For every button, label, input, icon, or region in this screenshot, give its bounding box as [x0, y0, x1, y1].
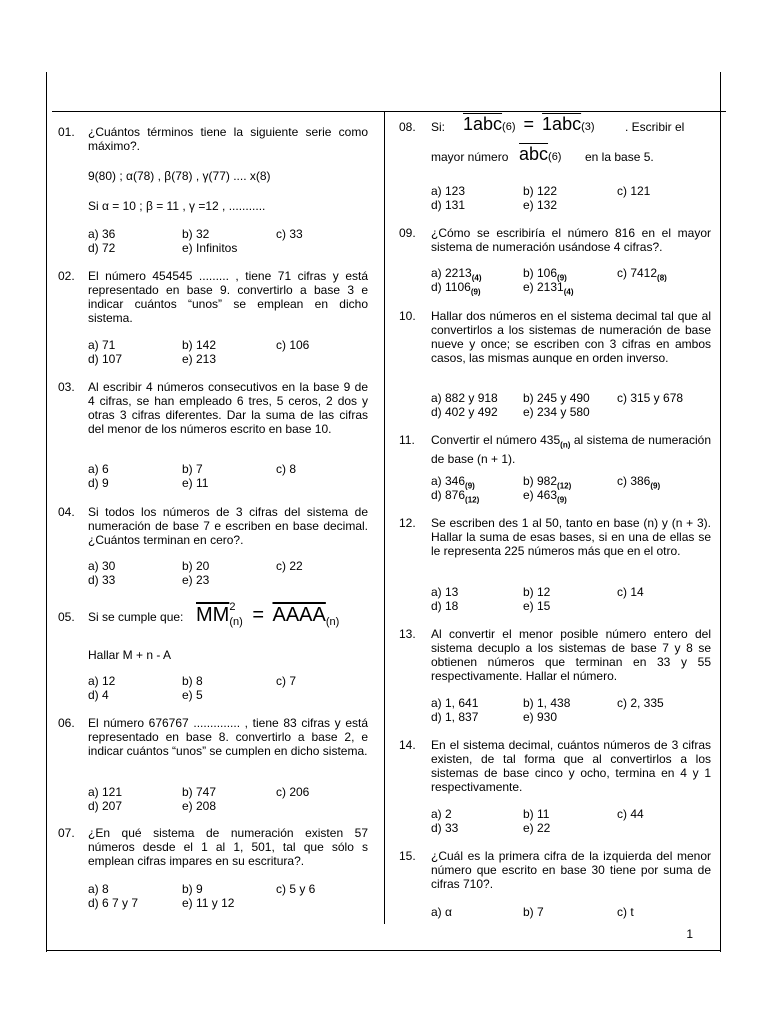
question-text: Al convertir el menor posible número entero del sistema decuplo a los sistemas de base 7 y 8 se obtienen números que terminan en 33 y 55 respectivamente. Hallar el número.	[431, 627, 711, 683]
eq-left: 1abc	[463, 114, 503, 134]
question-text: ¿Cuántos términos tiene la siguiente serie como máximo?.	[88, 125, 368, 153]
question-number: 15.	[399, 849, 416, 863]
option-d-text: d) 1106	[431, 280, 471, 294]
eq-equals: =	[252, 604, 265, 626]
line2-end: en la base 5.	[585, 150, 654, 164]
option-a-base: (9)	[465, 481, 475, 491]
question-text-base: (n)	[560, 440, 571, 450]
option-b-base: (12)	[557, 481, 572, 491]
option-e	[523, 280, 573, 299]
top-rule	[52, 111, 726, 112]
series-text: 9(80) ; α(78) , β(78) , γ(77) .... x(8)	[88, 169, 271, 183]
option-d: d) 207	[88, 799, 123, 813]
option-e: e) 930	[523, 710, 558, 724]
option-e: e) 22	[523, 821, 551, 835]
option-c-base: (8)	[657, 273, 667, 283]
option-b: b) 7	[182, 462, 203, 476]
option-c: c) t	[617, 905, 634, 919]
option-c: c) 2, 335	[617, 696, 664, 710]
option-c	[617, 474, 660, 493]
option-c	[617, 266, 667, 285]
option-d-base: (9)	[470, 287, 481, 297]
option-c: c) 8	[276, 462, 297, 476]
question-number: 12.	[399, 516, 416, 530]
option-b-text: b) 106	[523, 266, 558, 280]
eq-right-base: (n)	[325, 616, 340, 628]
option-c: c) 14	[617, 585, 644, 599]
option-b: b) 245 y 490	[523, 391, 590, 405]
option-a: a) 882 y 918	[431, 391, 498, 405]
question-text: El número 454545 ......... , tiene 71 cifras y está representado en base 9. convertirlo a base 3 e indicar cuántos “unos” se emplean en dicho sistema.	[88, 269, 368, 325]
option-d: d) 402 y 492	[431, 405, 498, 419]
option-e-text: e) 2131	[523, 280, 564, 294]
option-c: c) 206	[276, 785, 310, 799]
eq-base: (n)	[229, 616, 243, 628]
question-text	[431, 433, 711, 466]
left-border	[46, 72, 47, 952]
option-a: a) 30	[88, 559, 116, 573]
option-c: c) 22	[276, 559, 303, 573]
bottom-rule	[46, 950, 721, 951]
option-e-text: e) 463	[523, 488, 558, 502]
option-e: e) 213	[182, 352, 217, 366]
column-divider	[384, 112, 385, 924]
option-a-text: a) 2213	[431, 266, 472, 280]
option-d: d) 1, 837	[431, 710, 479, 724]
option-e: e) 11	[182, 476, 209, 490]
option-e: e) 11 y 12	[182, 896, 235, 910]
option-b: b) 32	[182, 227, 210, 241]
option-e: e) 23	[182, 573, 210, 587]
option-d: d) 18	[431, 599, 459, 613]
question-number: 02.	[58, 269, 75, 283]
option-c: c) 121	[617, 184, 651, 198]
option-a: a) 71	[88, 338, 116, 352]
question-text-part1: Convertir el número 435	[431, 433, 561, 447]
question-text: El número 676767 .............. , tiene 83 cifras y está representado en base 8. convertirlo a base 2, e indicar cuántos “unos” se cumplen en dicho sistema.	[88, 716, 368, 758]
option-d	[431, 488, 479, 507]
option-b: b) 7	[523, 905, 544, 919]
option-a: a) 13	[431, 585, 459, 599]
option-b: b) 9	[182, 882, 203, 896]
question-number: 01.	[58, 125, 75, 139]
option-a: a) 2	[431, 807, 452, 821]
question-number: 10.	[399, 309, 416, 323]
option-a: a) 12	[88, 674, 116, 688]
option-e: e) 234 y 580	[523, 405, 590, 419]
option-b: b) 8	[182, 674, 203, 688]
eq3-base: (6)	[548, 151, 562, 163]
question-text: En el sistema decimal, cuántos números de 3 cifras existen, de tal forma que al convertirlos a los sistemas de base cinco y ocho, termina en 4 y 1 respectivamente.	[431, 738, 711, 794]
option-c: c) 315 y 678	[617, 391, 684, 405]
option-d: d) 72	[88, 241, 116, 255]
option-c-text: c) 386	[617, 474, 651, 488]
option-b-text: b) 982	[523, 474, 558, 488]
eq-left-base: (6)	[502, 121, 516, 133]
question-number: 11.	[399, 433, 415, 447]
question-text: Se escriben des 1 al 50, tanto en base (n) y (n + 3). Hallar la suma de esas bases, si en una de ellas se le representa 225 números más que en el otro.	[431, 516, 711, 558]
option-b-base: (9)	[557, 273, 567, 283]
eq-right: AAAA	[272, 604, 326, 626]
option-a: a) 36	[88, 227, 116, 241]
option-b: b) 122	[523, 184, 558, 198]
option-a-text: a) 346	[431, 474, 466, 488]
eq-equals: =	[523, 114, 535, 134]
question-text: ¿Cuál es la primera cifra de la izquierda del menor número que escrito en base 30 tiene por suma de cifras 710?.	[431, 849, 711, 891]
equation	[196, 601, 340, 629]
option-b: b) 747	[182, 785, 217, 799]
question-number: 07.	[58, 826, 75, 840]
option-d: d) 33	[431, 821, 459, 835]
option-c-base: (9)	[650, 481, 661, 491]
option-d: d) 131	[431, 198, 466, 212]
equation	[463, 114, 595, 137]
option-e: e) 208	[182, 799, 217, 813]
question-number: 05.	[58, 610, 75, 624]
option-a: a) 8	[88, 882, 109, 896]
option-e: e) 15	[523, 599, 551, 613]
option-e-base: (9)	[557, 495, 567, 505]
option-d: d) 9	[88, 476, 109, 490]
question-number: 03.	[58, 380, 75, 394]
question-text-part2: al sistema de numeración de base (n + 1).	[431, 433, 711, 467]
question-number: 14.	[399, 738, 416, 752]
option-b: b) 1, 438	[523, 696, 571, 710]
option-c: c) 44	[617, 807, 644, 821]
option-a-base: (4)	[471, 273, 482, 283]
option-d: d) 6 7 y 7	[88, 896, 139, 910]
option-c: c) 7	[276, 674, 297, 688]
option-a: a) 6	[88, 462, 109, 476]
option-c: c) 33	[276, 227, 303, 241]
question-number: 04.	[58, 505, 75, 519]
option-e-base: (4)	[563, 287, 574, 297]
option-e: e) 132	[523, 198, 558, 212]
question-number: 06.	[58, 716, 75, 730]
question-number: 13.	[399, 627, 416, 641]
after-text: . Escribir el	[625, 120, 685, 134]
question-number: 08.	[399, 120, 416, 134]
option-a: a) 123	[431, 184, 466, 198]
option-b: b) 142	[182, 338, 217, 352]
page-number: 1	[686, 927, 693, 941]
question-text: Hallar dos números en el sistema decimal tal que al convertirlos a los sistemas de numeración de base nueve y once; se escriben con 3 cifras en ambos casos, las mismas aunque en orden inverso.	[431, 309, 711, 365]
line2-start: mayor número	[431, 150, 509, 164]
option-d	[431, 280, 481, 299]
eq-right: 1abc	[542, 114, 582, 134]
option-a: a) 1, 641	[431, 696, 479, 710]
question-text: Si todos los números de 3 cifras del sistema de numeración de base 7 e escriben en base decimal. ¿Cuántos terminan en cero?.	[88, 505, 368, 547]
option-a: a) 121	[88, 785, 123, 799]
eq-left: $\overline{MM}$	[196, 604, 230, 626]
question-text: Si se cumple que:	[88, 610, 184, 624]
option-d: d) 4	[88, 688, 109, 702]
question-text: Al escribir 4 números consecutivos en la base 9 de 4 cifras, se han empleado 6 tres, 5 ceros, 2 dos y otras 3 cifras diferentes. Dar la suma de las cifras del menor de los números escrito en base 10.	[88, 380, 368, 436]
option-d: d) 107	[88, 352, 123, 366]
option-d-text: d) 876	[431, 488, 466, 502]
option-b: b) 11	[523, 807, 550, 821]
option-d: d) 33	[88, 573, 116, 587]
option-b: b) 12	[523, 585, 551, 599]
question-number: 09.	[399, 226, 416, 240]
question-text: ¿Cómo se escribiría el número 816 en el mayor sistema de numeración usándose 4 cifras?.	[431, 226, 711, 254]
option-c: c) 5 y 6	[276, 882, 316, 896]
eq3: $\overline{abc}$	[519, 144, 549, 164]
eq-exponent: 2	[229, 601, 236, 613]
option-e: e) Infinitos	[182, 241, 238, 255]
eq-right-base: (3)	[581, 121, 595, 133]
option-d-base: (12)	[465, 495, 480, 505]
ask-text: Hallar M + n - A	[88, 648, 172, 662]
option-c: c) 106	[276, 338, 310, 352]
option-e	[523, 488, 567, 507]
si-label: Si:	[431, 120, 446, 134]
question-text: ¿En qué sistema de numeración existen 57 números desde el 1 al 1, 501, tal que sólo s emplean cifras impares en su escritura?.	[88, 826, 368, 868]
right-border	[720, 72, 721, 952]
given-text: Si α = 10 ; β = 11 , γ =12 , ...........	[88, 199, 266, 213]
option-e: e) 5	[182, 688, 203, 702]
option-b: b) 20	[182, 559, 210, 573]
option-c-text: c) 7412	[617, 266, 658, 280]
equation-2	[519, 144, 561, 167]
option-a: a) α	[431, 905, 452, 919]
